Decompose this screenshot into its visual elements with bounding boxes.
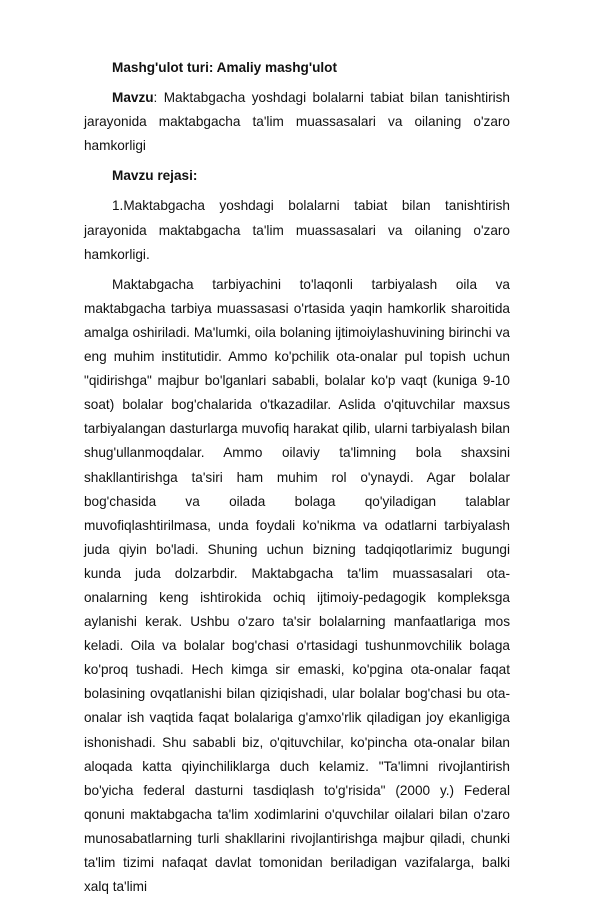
topic-text: : Maktabgacha yoshdagi bolalarni tabiat bilan tanishtirish jarayonida maktabgacha ta'lim muassasalari va oilaning o'zaro hamkorligi: [84, 90, 510, 154]
body-paragraph: Maktabgacha tarbiyachini to'laqonli tarbiyalash oila va maktabgacha tarbiya muassasasi o'rtasida yaqin hamkorlik sharoitida amalga oshiriladi. Ma'lumki, oila bolaning ijtimoiylashuvining birinchi va eng muhim institutidir. Ammo ko'pchilik ota-onalar pul topish uchun "qidirishga" majbur bo'lganlari sababli, bolalar ko'p vaqt (kuniga 9-10 soat) bolalar bog'chalarida o'tkazadilar. Aslida o'qituvchilar maxsus tarbiyalangan dasturlarga muvofiq harakat qilib, ularni tarbiyalash bilan shug'ullanmoqdalar. Ammo oilaviy ta'limning bola shaxsini shakllantirishga ta'siri ham muhim rol o'ynaydi. Agar bolalar bog'chasida va oilada bolaga qo'yiladigan talablar muvofiqlashtirilmasa, unda foydali ko'nikma va odatlarni tarbiyalash juda qiyin bo'ladi. Shuning uchun bizning tadqiqotlarimiz bugungi kunda juda dolzarbdir. Maktabgacha ta'lim muassasalari ota-onalarning keng ishtirokida ochiq ijtimoiy-pedagogik kompleksga aylanishi kerak. Ushbu o'zaro ta'sir bolalarning manfaatlariga mos keladi. Oila va bolalar bog'chasi o'rtasidagi tushunmovchilik bolaga ko'proq tushadi. Hech kimga sir emaski, ko'pgina ota-onalar faqat bolasining ovqatlanishi bilan qiziqishadi, ular bolalar bog'chasi bu ota-onalar ish vaqtida faqat bolalariga g'amxo'rlik qiladigan joy ekanligiga ishonishadi. Shu sababli biz, o'qituvchilar, ko'pincha ota-onalar bilan aloqada katta qiyinchiliklarga duch kelamiz. "Ta'limni rivojlantirish bo'yicha federal dasturni tasdiqlash to'g'risida" (2000 y.) Federal qonuni maktabgacha ta'lim xodimlarini o'quvchilar oilalari bilan o'zaro munosabatlarning turli shakllarini rivojlantirishga majbur qiladi, chunki ta'lim tizimi nafaqat davlat tomonidan beriladigan vazifalarga, balki xalq ta'limi: [84, 276, 510, 895]
plan-item-1: 1.Maktabgacha yoshdagi bolalarni tabiat bilan tanishtirish jarayonida maktabgacha ta'lim muassasalari va oilaning o'zaro hamkorligi.: [84, 198, 510, 262]
topic-paragraph: [84, 86, 510, 158]
document-body: [84, 56, 510, 899]
plan-heading: Mavzu rejasi:: [112, 168, 198, 184]
topic-label: Mavzu: [112, 90, 154, 106]
lesson-type-heading: Mashg'ulot turi: Amaliy mashg'ulot: [112, 60, 337, 75]
